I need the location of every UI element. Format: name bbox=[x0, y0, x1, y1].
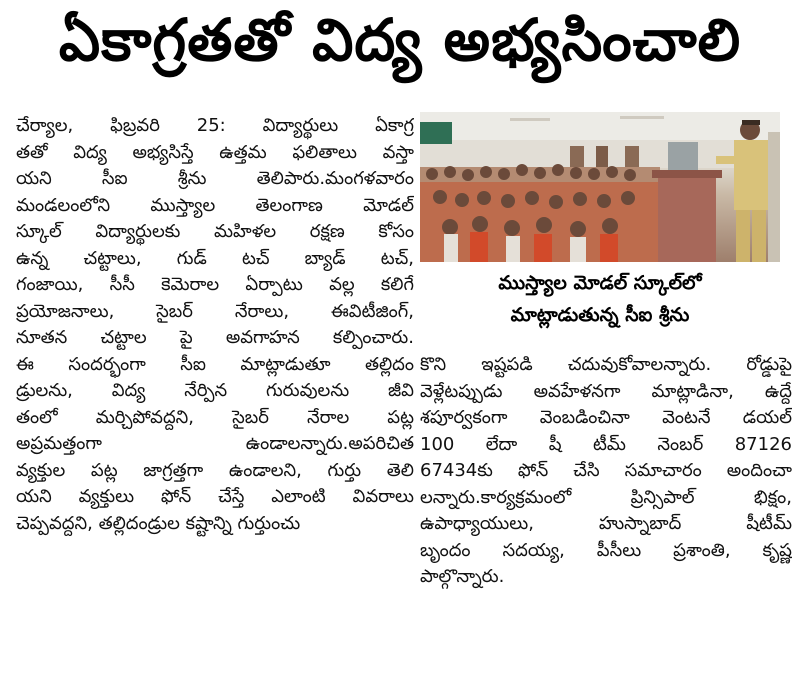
body-text-line: వ్యక్తుల పట్ల జాగ్రత్తగా ఉండాలని, గుర్తు తెలి bbox=[16, 459, 414, 481]
body-text-line: యని వ్యక్తులు ఫోన్ చేస్తే ఎలాంటి వివరాలు bbox=[16, 486, 414, 507]
right-column bbox=[420, 352, 792, 591]
photo-caption bbox=[420, 262, 780, 336]
news-photo bbox=[420, 112, 780, 262]
body-text-line: డ్రులను, విద్య నేర్పిన గురువులను జీవి bbox=[16, 380, 414, 401]
body-text-line: చేర్యాల, ఫిబ్రవరి 25: విద్యార్థులు ఏకాగ్ర bbox=[16, 115, 414, 136]
body-text-line: 100 లేదా షీ టీమ్ నెంబర్ 87126 bbox=[420, 433, 792, 455]
body-text-line: బృందం సదయ్య, పీసీలు ప్రశాంతి, కృష్ణ bbox=[420, 539, 792, 561]
photo-caption-line: ముస్త్యాల మోడల్ స్కూల్‌లో bbox=[498, 272, 702, 294]
body-text-line: లన్నారు.కార్యక్రమంలో ప్రిన్సిపాల్ భిక్షం, bbox=[420, 486, 792, 508]
body-text-line: వెళ్లేటప్పుడు అవహేళనగా మాట్లాడినా, ఉద్దే bbox=[420, 380, 792, 402]
body-text-line: అప్రమత్తంగా ఉండాలన్నారు.అపరిచిత bbox=[16, 433, 414, 454]
body-text-line: తతో విద్య అభ్యసిస్తే ఉత్తమ ఫలితాలు వస్తా bbox=[16, 141, 414, 163]
body-text-line: పాల్గొన్నారు. bbox=[420, 566, 505, 587]
body-text-line: యని సీఐ శ్రీను తెలిపారు.మంగళవారం bbox=[16, 168, 414, 189]
article-headline: ఏకాగ్రతతో విద్య అభ్యసించాలి bbox=[58, 6, 742, 74]
body-text-line: చెప్పవద్దని, తల్లిదండ్రుల కష్టాన్ని గుర్తుంచు bbox=[16, 512, 301, 534]
left-column bbox=[16, 113, 414, 537]
body-text-line: ఈ సందర్భంగా సీఐ మాట్లాడుతూ తల్లిదం bbox=[16, 353, 414, 375]
body-text-line: కొని ఇష్టపడి చదువుకోవాలన్నారు. రోడ్డుపై bbox=[420, 354, 792, 375]
body-text-line: గంజాయి, సీసీ కెమెరాల ఏర్పాటు వల్ల కలిగే bbox=[16, 274, 414, 295]
classroom-photo-illustration bbox=[420, 112, 780, 262]
body-text-line: స్కూల్ విద్యార్థులకు మహిళల రక్షణ కోసం bbox=[16, 221, 414, 242]
body-text-line: శపూర్వకంగా వెంబడించినా వెంటనే డయల్ bbox=[420, 407, 792, 428]
body-text-line: మండలంలోని ముస్త్యాల తెలంగాణ మోడల్ bbox=[16, 194, 414, 216]
body-text-line: 67434కు ఫోన్ చేసి సమాచారం అందించా bbox=[420, 460, 792, 481]
body-text-line: ఉన్న చట్టాలు, గుడ్ టచ్ బ్యాడ్ టచ్, bbox=[16, 247, 414, 269]
body-text-line: తంలో మర్చిపోవద్దని, సైబర్ నేరాల పట్ల bbox=[16, 406, 414, 428]
students-crowd bbox=[420, 164, 660, 262]
body-text-line: ప్రయోజనాలు, సైబర్ నేరాలు, ఈవిటీజింగ్, bbox=[16, 300, 414, 322]
podium bbox=[658, 172, 716, 262]
photo-caption-line: మాట్లాడుతున్న సీఐ శ్రీను bbox=[510, 304, 690, 326]
body-text-line: ఉపాధ్యాయులు, హుస్నాబాద్ షీటీమ్ bbox=[420, 513, 792, 534]
body-text-line: నూతన చట్టాల పై అవగాహన కల్పించారు. bbox=[16, 327, 414, 348]
